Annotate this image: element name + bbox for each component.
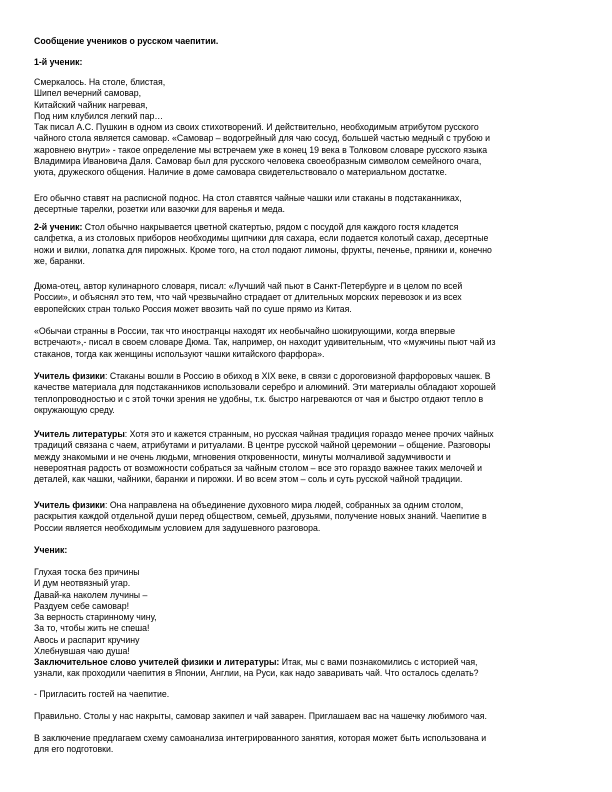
text-line: : Она направлена на объединение духовного мира людей, собранных за одним столом, [104, 500, 464, 510]
text-line: России является необходимым условием для задушевного разговора. [34, 522, 321, 533]
document-title: Сообщение учеников о русском чаепитии. [34, 36, 219, 46]
physics-teacher-label: Учитель физики [34, 500, 105, 510]
poem-line: Под ним клубился легкий пар… [34, 110, 164, 121]
text-line: Итак, мы с вами познакомились с историей чая, [279, 657, 478, 667]
text-line: европейских стран только Россия может ввозить чай по суше прямо из Китая. [34, 303, 352, 314]
text-line: Стол обычно накрывается цветной скатертью, рядом с посудой для каждого гостя кладется [82, 222, 459, 232]
text-line: В заключение предлагаем схему самоанализа интегрированного занятия, которая может быть использована и [34, 733, 487, 743]
student3-label: Ученик: [34, 545, 68, 555]
dumas-paragraph [34, 281, 579, 315]
customs-paragraph [34, 326, 579, 360]
physics-teacher-paragraph-1 [34, 371, 579, 416]
poem-line: Смеркалось. На столе, блистая, [34, 77, 166, 87]
text-line: теплопроводностью и с этой точки зрения не удобны, т.к. быстро нагреваются от чая и быстро отдают тепло в [34, 393, 484, 404]
ready-line: Правильно. Столы у нас накрыты, самовар закипел и чай заварен. Приглашаем вас на чашечку любимого чая. [34, 711, 487, 721]
text-line: качестве материала для подстаканников использовали серебро и алюминий. Эти материалы обладают хорошей [34, 382, 496, 393]
text-line: встречают»,- писал в своем словаре Дюма. Так, например, он находит удивительным, что «мужчины пьют чай из [34, 337, 496, 348]
text-line: для его подготовки. [34, 744, 114, 755]
text-line: Так писал А.С. Пушкин в одном из своих стихотворений. И действительно, необходимым атрибутом русского [34, 122, 479, 132]
text-line: Владимира Ивановича Даля. Самовар был для русского человека своеобразным символом семейного очага, [34, 155, 482, 166]
text-line: : Стаканы вошли в Россию в обиход в XIX веке, в связи с дороговизной фарфоровых чашек. В [104, 371, 491, 381]
text-line: : Хотя это и кажется странным, но русская чайная традиция гораздо менее прочих чайных [124, 429, 494, 439]
final-paragraph [34, 733, 579, 756]
student2-label: 2-й ученик: [34, 222, 83, 232]
text-line: уюта, дружеского общения. Наличие в доме самовара свидетельствовало о материальном достатке. [34, 167, 447, 178]
text-line: ножи и вилки, лопатка для пирожных. Кроме того, на стол подают лимоны, фрукты, печенье, пряники и, конечно [34, 244, 492, 255]
text-line: салфетка, а из столовых приборов необходимы щипчики для сахара, если подается колотый сахар, десертные [34, 233, 489, 244]
literature-teacher-label: Учитель литературы [34, 429, 125, 439]
text-line: стаканов, тогда как женщины используют чашки китайского фарфора». [34, 348, 325, 359]
poem-line: Китайский чайник нагревая, [34, 99, 148, 110]
student1-label: 1-й ученик: [34, 57, 83, 67]
text-line: России», и объяснял это тем, что чай чрезвычайно страдает от длительных морских перевозок и из всех [34, 292, 462, 303]
poem-line: Давай-ка наколем лучины – [34, 589, 148, 600]
poem-line: Глухая тоска без причины [34, 567, 140, 577]
text-line: раскрытия каждой отдельной души перед обществом, семьей, друзьями, получение новых знаний. Чаепитие в [34, 511, 487, 522]
poem-line: За верность старинному чину, [34, 612, 157, 623]
text-line: деталей, как чашки, чайники, баранки и пирожки. И во всем этом – соль и суть русской чайной традиции. [34, 474, 463, 485]
physics-teacher-label: Учитель физики [34, 371, 105, 381]
text-line: чайного стола является самовар. «Самовар – водогрейный для чаю сосуд, большей частью медный с трубою и [34, 133, 491, 144]
invite-line: - Пригласить гостей на чаепитие. [34, 689, 170, 699]
poem-line: Авось и распарит кручину [34, 634, 140, 645]
text-line: жаровнею внутри» - такое определение мы встречаем уже в конец 19 века в Толковом словаре русского языка [34, 144, 488, 155]
text-line: традиций связана с чаем, атрибутами и ритуалами. В центре русской чайной церемонии – общение. Разговоры [34, 440, 491, 451]
text-line: десертные тарелки, розетки или вазочки для варенья и меда. [34, 204, 285, 215]
text-line: «Обычаи странны в России, так что иностранцы находят их необычайно шокирующими, когда впервые [34, 326, 456, 336]
conclusion-paragraph [34, 657, 579, 680]
poem-line: Хлебнувшая чаю душа! [34, 646, 130, 657]
table-setting-paragraph [34, 222, 579, 267]
text-line: Дюма-отец, автор кулинарного словаря, писал: «Лучший чай пьют в Санкт-Петербурге и в целом по всей [34, 281, 463, 291]
text-line: невероятная радость от возможности собраться за чайным столом – все это гораздо важнее таких мелочей и [34, 462, 483, 473]
literature-teacher-paragraph [34, 429, 579, 485]
tray-paragraph [34, 193, 579, 216]
conclusion-label: Заключительное слово учителей физики и литературы: [34, 657, 280, 667]
poem-line: И дум неотвязный угар. [34, 578, 131, 589]
text-line: же, баранки. [34, 255, 85, 266]
text-line: Его обычно ставят на расписной поднос. На стол ставятся чайные чашки или стаканы в подстаканниках, [34, 193, 462, 203]
text-line: узнали, как проходили чаепития в Японии, Англии, на Руси, как надо заваривать чай. Что осталось сделать? [34, 668, 479, 679]
poem-line: Раздуем себе самовар! [34, 600, 130, 611]
text-line: окружающую среду. [34, 404, 115, 415]
pushkin-poem [34, 77, 579, 122]
physics-teacher-paragraph-2 [34, 500, 579, 534]
samovar-poem [34, 567, 579, 657]
samovar-paragraph [34, 122, 579, 178]
poem-line: Шипел вечерний самовар, [34, 88, 142, 99]
poem-line: За то, чтобы жить не спеша! [34, 623, 150, 634]
text-line: между знакомыми и не очень людьми, мгновения откровенности, минуты молчаливой задумчивости и [34, 451, 451, 462]
